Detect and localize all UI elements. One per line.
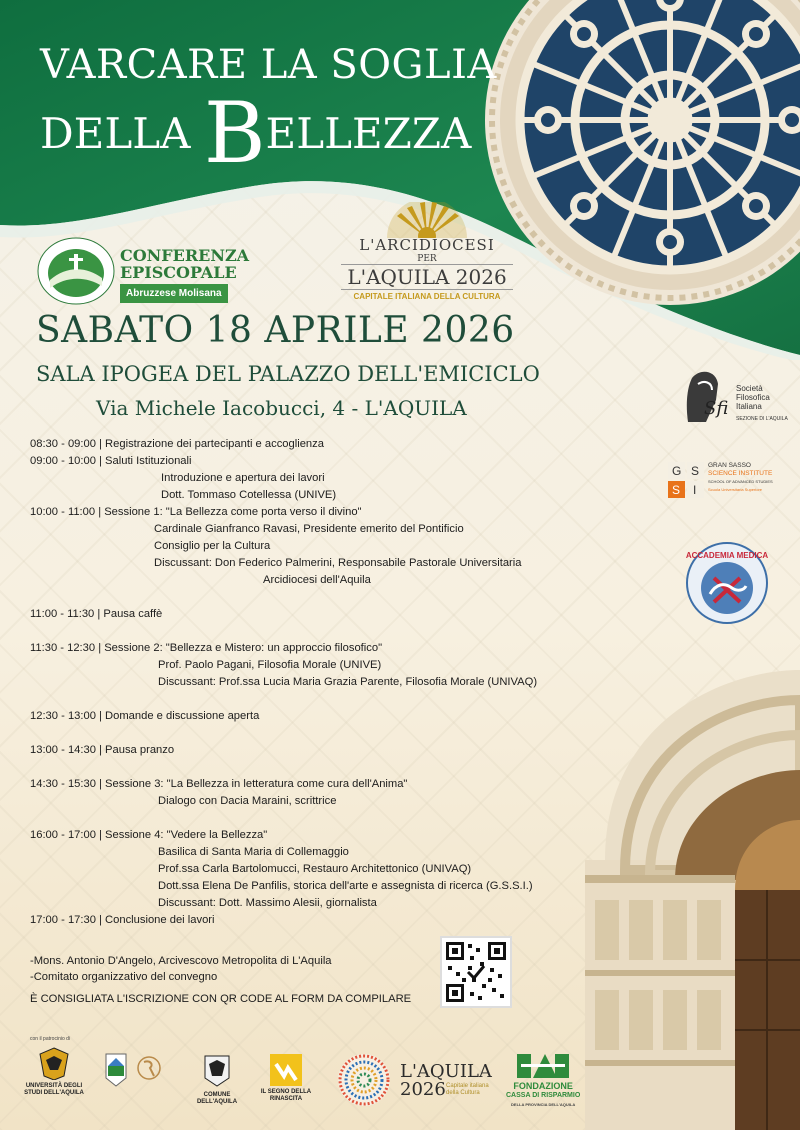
patrocinio-label: con il patrocinio di bbox=[30, 1036, 71, 1042]
program-row: 16:00 - 17:00 | Sessione 4: "Vedere la Bellezza" bbox=[30, 829, 268, 841]
segno-rinascita-logo bbox=[270, 1054, 302, 1086]
gssi-logo-icon bbox=[668, 462, 704, 498]
title-ellezza: ELLEZZA bbox=[265, 109, 472, 158]
fondazione-carispaq-logo bbox=[515, 1050, 571, 1080]
program-row: Discussant: Don Federico Palmerini, Responsabile Pastorale Universitaria bbox=[154, 557, 522, 569]
program-row: 09:00 - 10:00 | Saluti Istituzionali bbox=[30, 455, 192, 467]
comune-label: COMUNE DELL'AQUILA bbox=[196, 1092, 238, 1105]
organizer-line-1: -Mons. Antonio D'Angelo, Arcivescovo Metropolita di L'Aquila bbox=[30, 955, 332, 967]
program-row: Basilica di Santa Maria di Collemaggio bbox=[158, 846, 349, 858]
conferenza-episcopale-logo bbox=[36, 236, 116, 306]
organizers bbox=[30, 953, 411, 1007]
program-row: Arcidiocesi dell'Aquila bbox=[263, 574, 371, 586]
program-row: Cardinale Gianfranco Ravasi, Presidente emerito del Pontificio bbox=[154, 523, 464, 535]
program-row: 11:30 - 12:30 | Sessione 2: "Bellezza e Mistero: un approccio filosofico" bbox=[30, 642, 383, 654]
gssi-line1: GRAN SASSO bbox=[708, 462, 751, 469]
fondazione-text bbox=[506, 1082, 580, 1109]
registration-qr-code[interactable] bbox=[440, 936, 512, 1008]
portal-image bbox=[585, 660, 800, 1130]
program-row: Dott. Tommaso Cotellessa (UNIVE) bbox=[161, 489, 337, 501]
aquila2026-line2: 2026 bbox=[400, 1079, 446, 1100]
registration-note: È CONSIGLIATA L'ISCRIZIONE CON QR CODE AL FORM DA COMPILARE bbox=[30, 993, 412, 1005]
gssi-letter-i: I bbox=[693, 483, 697, 497]
conferenza-line2: EPISCOPALE bbox=[120, 263, 237, 282]
conferenza-text bbox=[120, 247, 249, 303]
arcidiocesi-line3: L'AQUILA 2026 bbox=[341, 264, 512, 290]
fondazione-line3: DELLA PROVINCIA DELL'AQUILA bbox=[511, 1102, 576, 1107]
program-row: 11:00 - 11:30 | Pausa caffè bbox=[30, 608, 163, 620]
event-address: Via Michele Iacobucci, 4 - L'AQUILA bbox=[96, 396, 467, 420]
title-della: DELLA bbox=[40, 109, 191, 158]
arcidiocesi-line2: PER bbox=[417, 254, 437, 264]
sfi-line2: Filosofica bbox=[736, 393, 770, 402]
aquila2026-dot-logo bbox=[336, 1052, 392, 1108]
program-row: 14:30 - 15:30 | Sessione 3: "La Bellezza in letteratura come cura dell'Anima" bbox=[30, 778, 408, 790]
conferenza-sub: Abruzzese Molisana bbox=[120, 284, 228, 303]
event-venue: SALA IPOGEA DEL PALAZZO DELL'EMICICLO bbox=[36, 362, 540, 386]
gssi-text bbox=[708, 462, 773, 494]
rosone-logo bbox=[136, 1054, 162, 1084]
program-row: 10:00 - 11:00 | Sessione 1: "La Bellezza come porta verso il divino" bbox=[30, 506, 362, 518]
program-row: Dialogo con Dacia Maraini, scrittrice bbox=[158, 795, 337, 807]
gssi-letter-s1: S bbox=[691, 464, 700, 478]
aquila2026-line1: L'AQUILA bbox=[400, 1061, 492, 1082]
accademia-medica-logo bbox=[686, 542, 768, 624]
rose-window-image bbox=[480, 0, 800, 310]
sfi-logo-icon bbox=[682, 370, 734, 426]
sfi-sub: SEZIONE DI L'AQUILA bbox=[736, 416, 788, 422]
aquila2026-sub bbox=[446, 1083, 489, 1097]
sfi-line1: Società bbox=[736, 384, 763, 393]
gssi-line3: SCHOOL OF ADVANCED STUDIES bbox=[708, 479, 773, 484]
gssi-line2: SCIENCE INSTITUTE bbox=[708, 470, 773, 477]
title-line-2 bbox=[40, 84, 471, 182]
sfi-text bbox=[736, 384, 788, 424]
gssi-letter-g: G bbox=[672, 464, 682, 478]
fondazione-line1: FONDAZIONE bbox=[513, 1081, 573, 1091]
univaq-eagle-logo bbox=[38, 1046, 70, 1080]
program-row: 08:30 - 09:00 | Registrazione dei partecipanti e accoglienza bbox=[30, 438, 324, 450]
sfi-line3: Italiana bbox=[736, 402, 762, 411]
program-row: Introduzione e apertura dei lavori bbox=[161, 472, 325, 484]
regione-logo bbox=[104, 1052, 128, 1088]
program-row: Prof. Paolo Pagani, Filosofia Morale (UNIVE) bbox=[158, 659, 382, 671]
program-row: Dott.ssa Elena De Panfilis, storica dell'arte e assegnista di ricerca (G.S.S.I.) bbox=[158, 880, 533, 892]
arcidiocesi-line1: L'ARCIDIOCESI bbox=[359, 236, 495, 254]
comune-aquila-logo bbox=[202, 1054, 232, 1088]
program-row: Consiglio per la Cultura bbox=[154, 540, 271, 552]
event-date: SABATO 18 APRILE 2026 bbox=[36, 310, 515, 351]
segno-label: IL SEGNO DELLA RINASCITA bbox=[260, 1089, 312, 1102]
program-row: 17:00 - 17:30 | Conclusione dei lavori bbox=[30, 914, 215, 926]
aquila2026-sub2: della Cultura bbox=[446, 1090, 480, 1096]
accademia-label: ACCADEMIA MEDICA bbox=[686, 551, 768, 560]
aquila2026-sub1: Capitale italiana bbox=[446, 1083, 489, 1089]
univaq-label: UNIVERSITÀ DEGLI STUDI DELL'AQUILA bbox=[24, 1083, 84, 1096]
program-row: Discussant: Dott. Massimo Alesii, giornalista bbox=[158, 897, 377, 909]
program-row: 12:30 - 13:00 | Domande e discussione aperta bbox=[30, 710, 260, 722]
organizer-line-2: -Comitato organizzativo del convegno bbox=[30, 971, 218, 983]
title-line-1: VARCARE LA SOGLIA bbox=[40, 42, 497, 88]
program-list bbox=[30, 436, 590, 929]
program-row: Discussant: Prof.ssa Lucia Maria Grazia Parente, Filosofia Morale (UNIVAQ) bbox=[158, 676, 538, 688]
conferenza-line1: CONFERENZA bbox=[120, 246, 250, 265]
gssi-letter-s2: S bbox=[672, 483, 681, 497]
title-big-b: B bbox=[203, 84, 266, 182]
sfi-mark: Sfi bbox=[704, 398, 729, 419]
fondazione-line2: CASSA DI RISPARMIO bbox=[506, 1092, 581, 1099]
arcidiocesi-line4: CAPITALE ITALIANA DELLA CULTURA bbox=[353, 292, 501, 301]
arcidiocesi-logo-text bbox=[332, 200, 522, 301]
program-row: Prof.ssa Carla Bartolomucci, Restauro Architettonico (UNIVAQ) bbox=[158, 863, 472, 875]
program-row: 13:00 - 14:30 | Pausa pranzo bbox=[30, 744, 175, 756]
gssi-line4: Scuola Universitaria Superiore bbox=[708, 487, 763, 492]
